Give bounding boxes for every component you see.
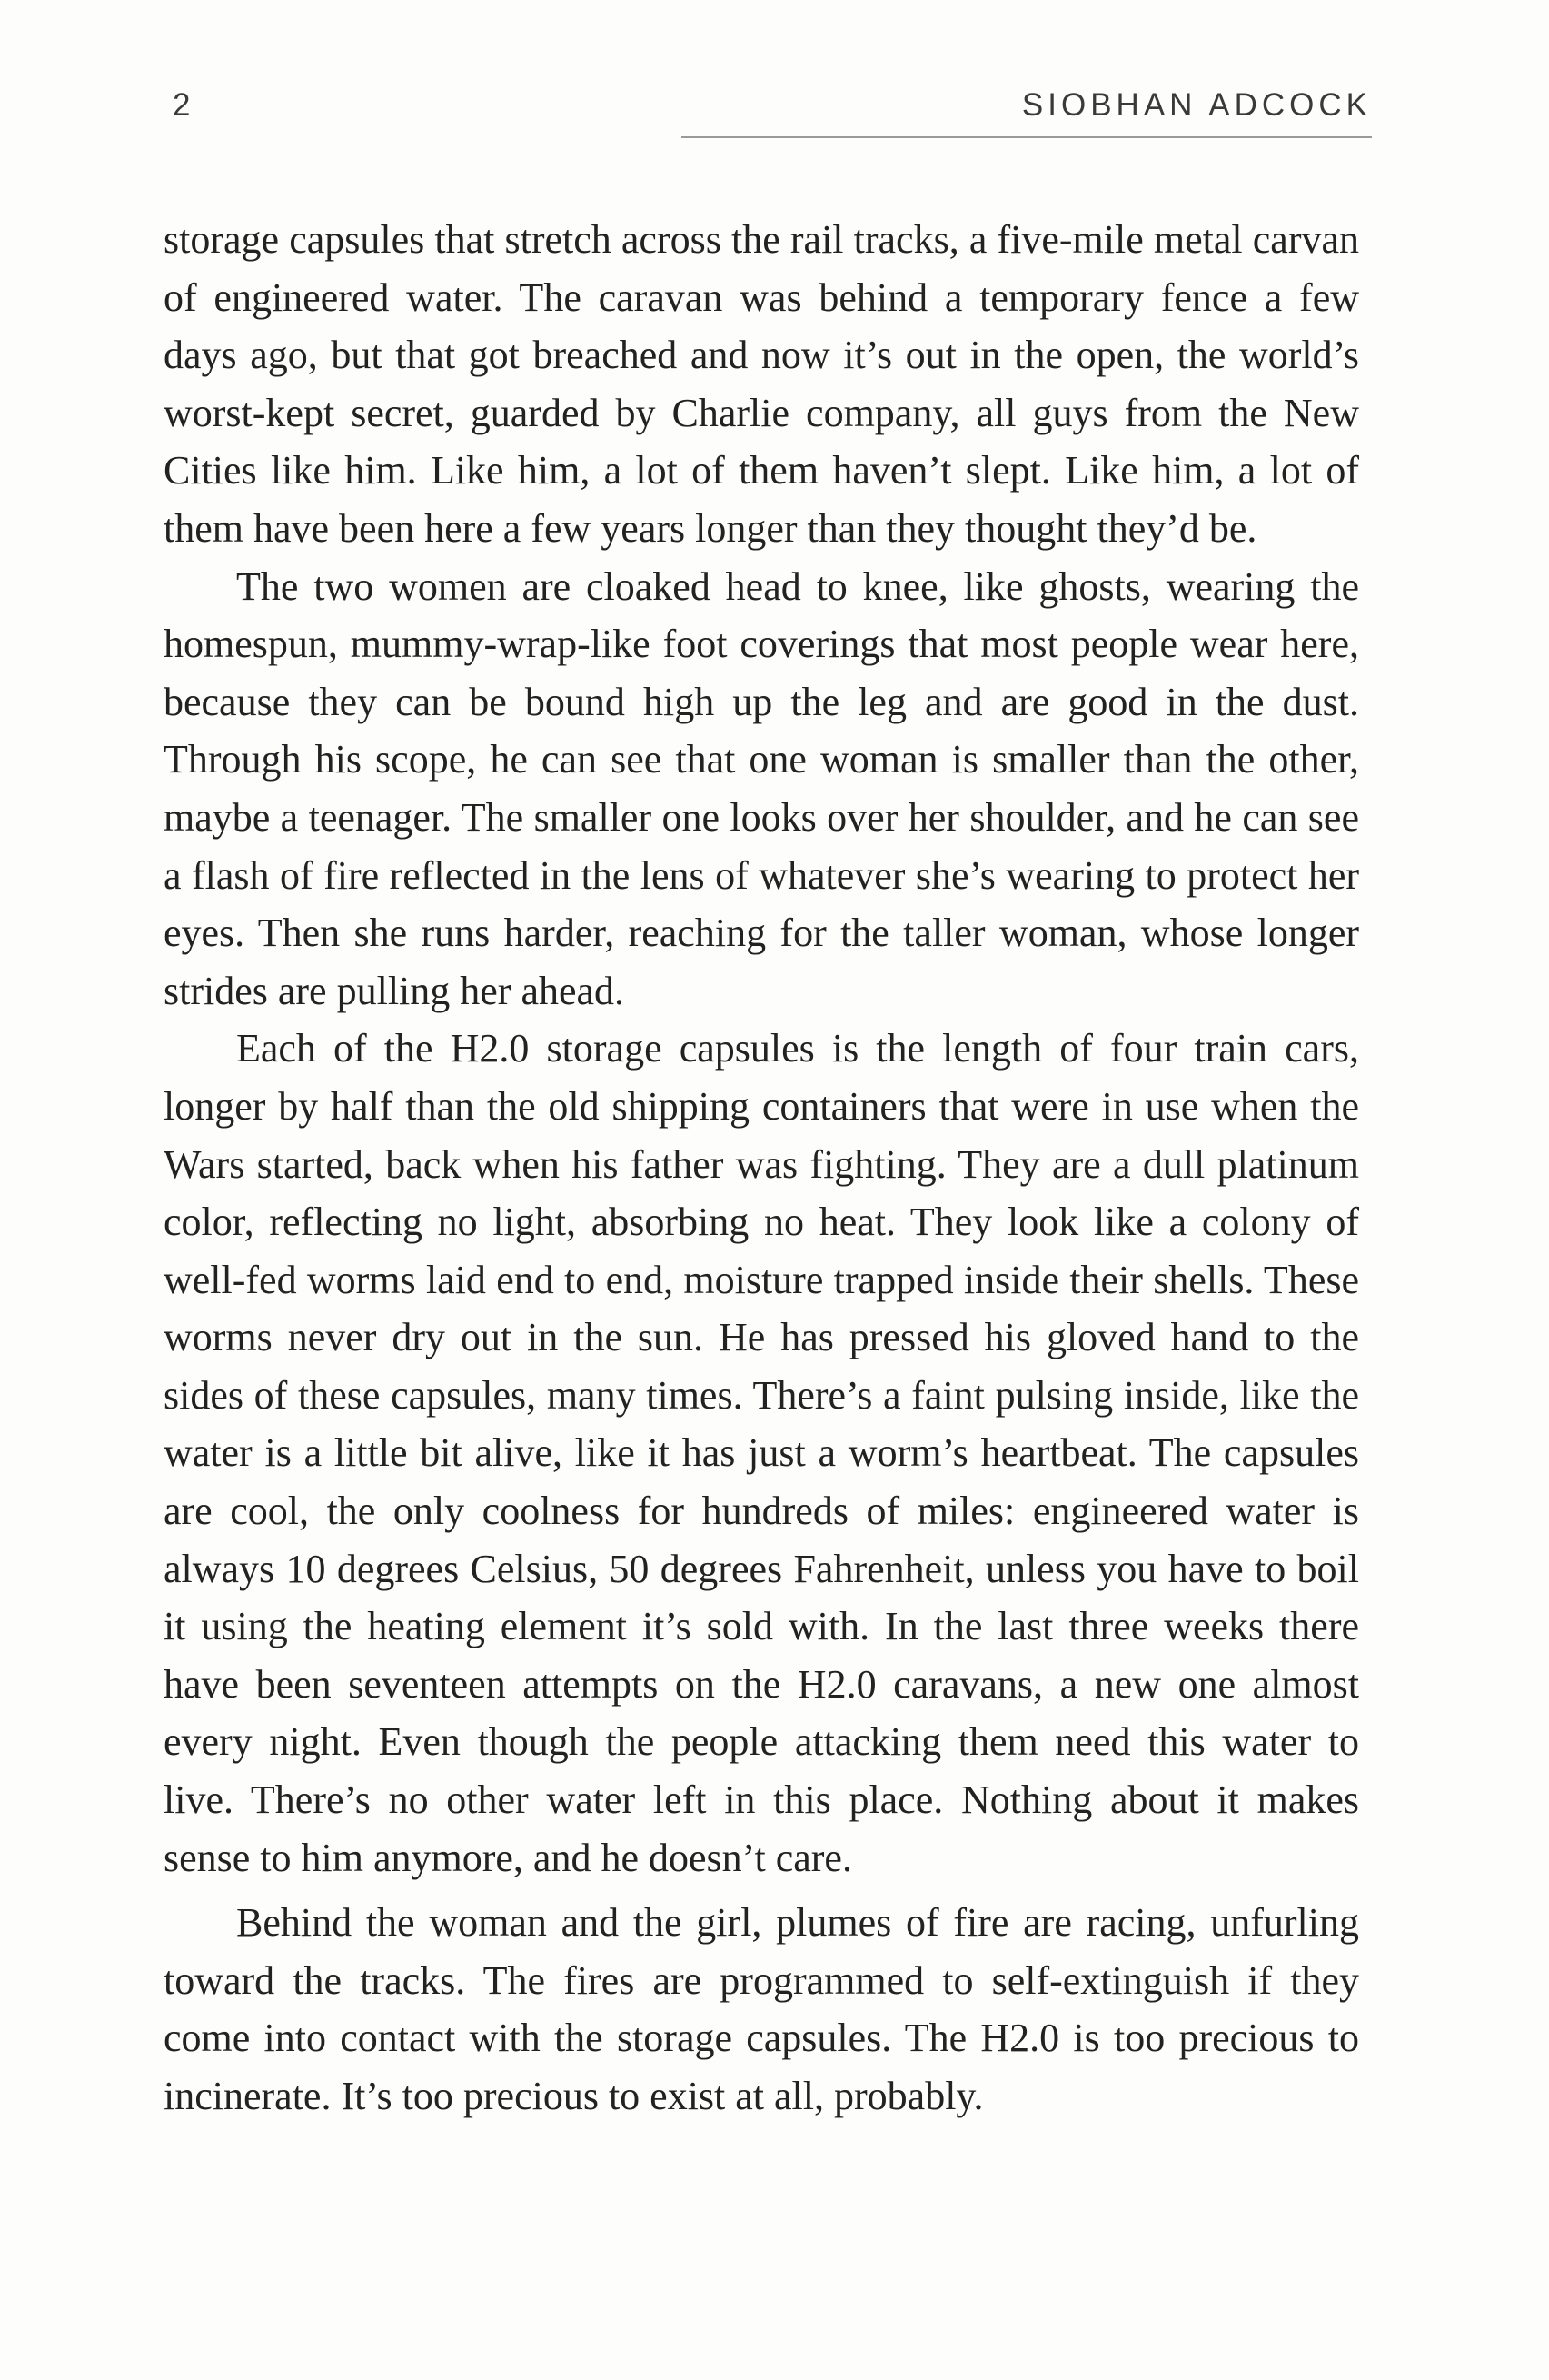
running-head: [173, 87, 1372, 142]
paragraph-4: Behind the woman and the girl, plumes of fire are racing, unfurling toward the tracks. The fires are programmed to self-extinguish if they come into contact with the storage capsules. The H2.0 is too precious to incinerate. It’s too precious to exist at all, probably.: [164, 1900, 1359, 2118]
paragraph-1: storage capsules that stretch across the rail tracks, a five-mile metal carvan of engineered water. The caravan was behind a temporary fence a few days ago, but that got breached and now it’s out in the open, the world’s worst-kept secret, guarded by Charlie company, all guys from the New Cities like him. Like him, a lot of them haven’t slept. Like him, a lot of them have been here a few years longer than they thought they’d be.: [164, 217, 1359, 551]
running-head-author: SIOBHAN ADCOCK: [1021, 87, 1372, 123]
paragraph-2: The two women are cloaked head to knee, like ghosts, wearing the homespun, mummy-wrap-like foot coverings that most people wear here, because they can be bound high up the leg and are good in the dust. Through his scope, he can see that one woman is smaller than the other, maybe a teenager. The smaller one looks over her shoulder, and he can see a flash of fire reflected in the lens of whatever she’s wearing to protect her eyes. Then she runs harder, reaching for the taller woman, whose longer strides are pulling her ahead.: [164, 563, 1359, 1013]
paragraph-3: Each of the H2.0 storage capsules is the length of four train cars, longer by half than the old shipping containers that were in use when the Wars started, back when his father was fighting. They are a dull platinum color, reflecting no light, absorbing no heat. They look like a colony of well-fed worms laid end to end, moisture trapped inside their shells. These worms never dry out in the sun. He has pressed his gloved hand to the sides of these capsules, many times. There’s a faint pulsing inside, like the water is a little bit alive, like it has just a worm’s heartbeat. The capsules are cool, the only coolness for hundreds of miles: engineered water is always 10 degrees Celsius, 50 degrees Fahrenheit, unless you have to boil it using the heating element it’s sold with. In the last three weeks there have been seventeen attempts on the H2.0 caravans, a new one almost every night. Even though the people attacking them need this water to live. There’s no other water left in this place. Nothing about it makes sense to him anymore, and he doesn’t care.: [164, 1026, 1359, 1880]
page-number: 2: [173, 87, 191, 123]
body-text: [164, 211, 1359, 2126]
header-rule: [681, 136, 1372, 138]
